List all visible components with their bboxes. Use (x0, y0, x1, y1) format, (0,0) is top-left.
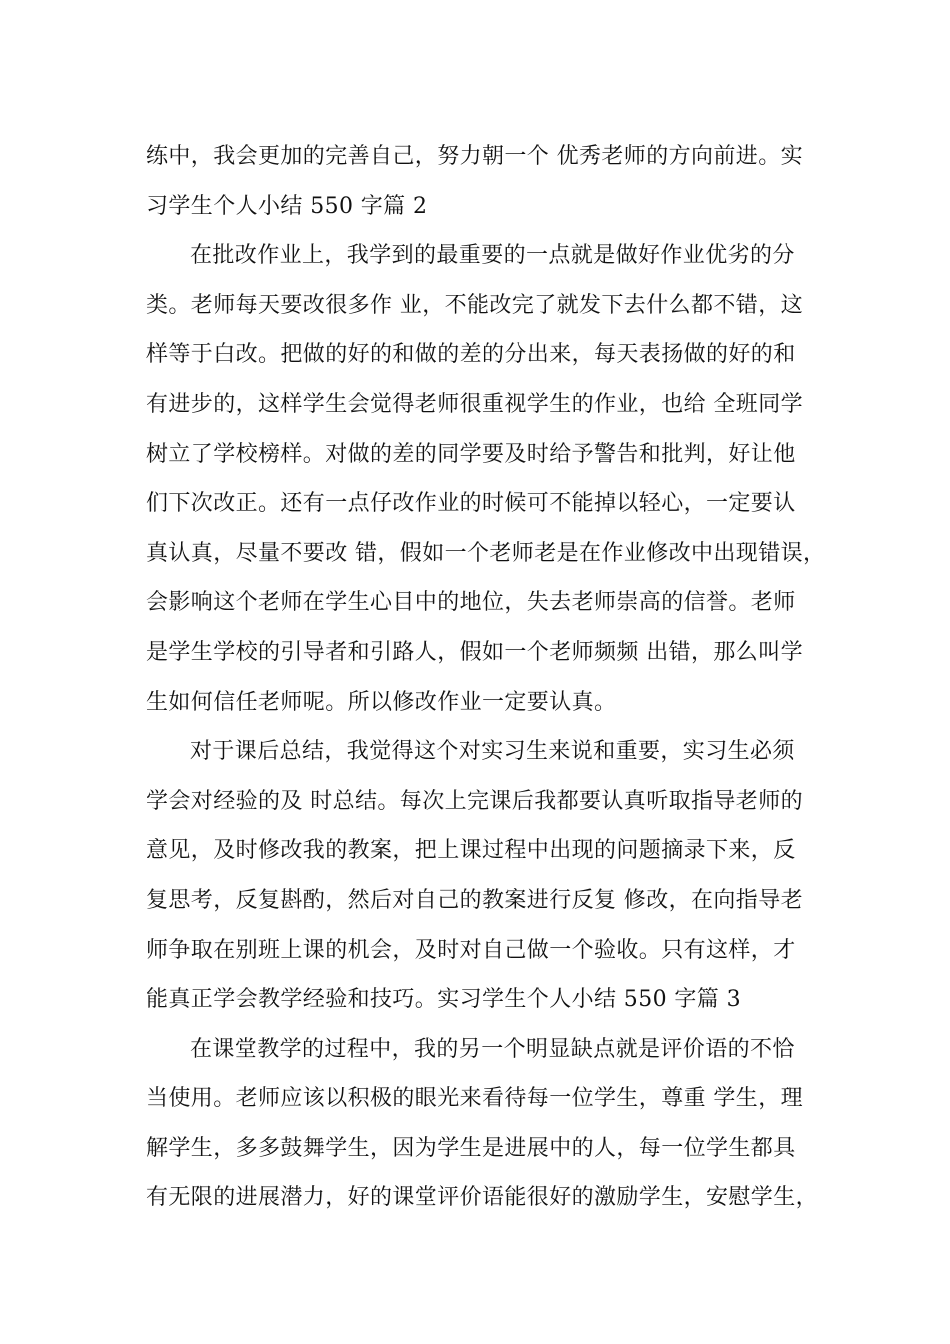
text-line: 习学生个人小结 550 字篇 2 (146, 193, 428, 219)
text-line: 生如何信任老师呢。所以修改作业一定要认真。 (146, 689, 617, 715)
text-line: 学会对经验的及 时总结。每次上完课后我都要认真听取指导老师的 (146, 788, 803, 814)
text-line: 当使用。老师应该以积极的眼光来看待每一位学生，尊重 学生，理 (146, 1086, 803, 1112)
text-line: 类。老师每天要改很多作 业，不能改完了就发下去什么都不错，这 (146, 292, 803, 318)
text-line: 解学生，多多鼓舞学生，因为学生是进展中的人，每一位学生都具 (146, 1135, 796, 1161)
text-line: 练中，我会更加的完善自己，努力朝一个 优秀老师的方向前进。实 (146, 144, 803, 169)
text-line: 是学生学校的引导者和引路人，假如一个老师频频 出错，那么叫学 (146, 639, 803, 665)
text-line: 样等于白改。把做的好的和做的差的分出来，每天表扬做的好的和 (146, 342, 796, 368)
text-line: 对于课后总结，我觉得这个对实习生来说和重要，实习生必须 (190, 739, 795, 765)
text-line: 树立了学校榜样。对做的差的同学要及时给予警告和批判，好让他 (146, 441, 796, 467)
text-line: 真认真，尽量不要改 错，假如一个老师老是在作业修改中出现错误， (146, 540, 826, 566)
text-line: 师争取在别班上课的机会，及时对自己做一个验收。只有这样，才 (146, 937, 796, 963)
text-line: 在课堂教学的过程中，我的另一个明显缺点就是评价语的不恰 (190, 1036, 795, 1062)
body-text (146, 132, 826, 1223)
text-line: 意见，及时修改我的教案，把上课过程中出现的问题摘录下来，反 (146, 838, 796, 864)
text-line: 有无限的进展潜力，好的课堂评价语能很好的激励学生，安慰学生， (146, 1185, 819, 1211)
text-line: 会影响这个老师在学生心目中的地位，失去老师崇高的信誉。老师 (146, 590, 796, 616)
text-line: 有进步的，这样学生会觉得老师很重视学生的作业，也给 全班同学 (146, 391, 803, 417)
text-line: 们下次改正。还有一点仔改作业的时候可不能掉以轻心，一定要认 (146, 491, 796, 517)
text-line: 在批改作业上，我学到的最重要的一点就是做好作业优劣的分 (190, 243, 795, 269)
text-line: 能真正学会教学经验和技巧。实习学生个人小结 550 字篇 3 (146, 987, 741, 1013)
text-line: 复思考，反复斟酌，然后对自己的教案进行反复 修改，在向指导老 (146, 887, 803, 913)
